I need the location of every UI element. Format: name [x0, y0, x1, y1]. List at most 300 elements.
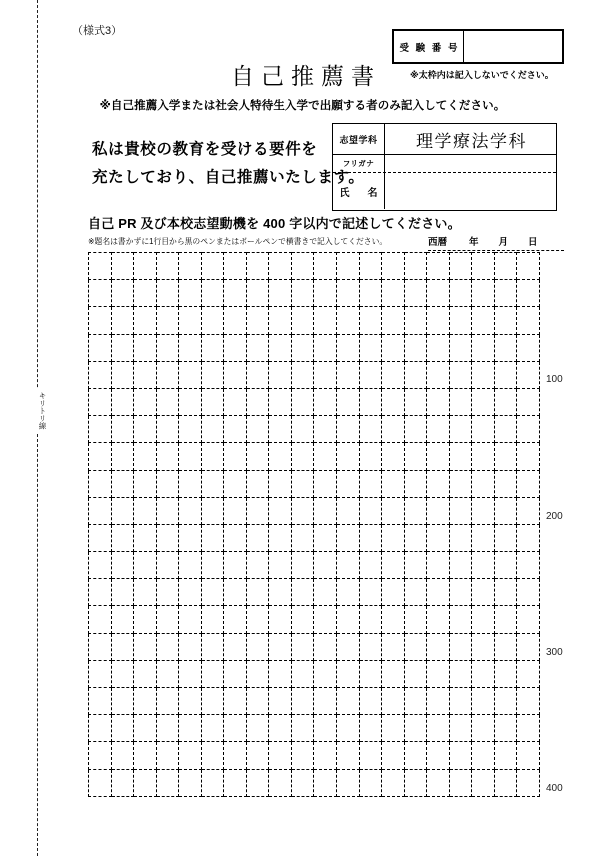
grid-cell[interactable]: [494, 633, 517, 660]
grid-cell[interactable]: [359, 524, 382, 551]
grid-cell[interactable]: [427, 416, 450, 443]
grid-cell[interactable]: [359, 334, 382, 361]
grid-cell[interactable]: [472, 715, 495, 742]
grid-cell[interactable]: [246, 470, 269, 497]
grid-cell[interactable]: [382, 552, 405, 579]
grid-cell[interactable]: [291, 579, 314, 606]
name-field[interactable]: [385, 173, 556, 209]
grid-cell[interactable]: [517, 715, 540, 742]
grid-cell[interactable]: [89, 688, 112, 715]
grid-cell[interactable]: [269, 361, 292, 388]
grid-cell[interactable]: [246, 361, 269, 388]
grid-cell[interactable]: [134, 524, 157, 551]
grid-cell[interactable]: [337, 769, 360, 796]
grid-cell[interactable]: [246, 579, 269, 606]
grid-cell[interactable]: [111, 253, 134, 280]
grid-cell[interactable]: [449, 443, 472, 470]
grid-cell[interactable]: [89, 606, 112, 633]
grid-cell[interactable]: [404, 660, 427, 687]
grid-cell[interactable]: [472, 579, 495, 606]
grid-cell[interactable]: [449, 497, 472, 524]
grid-cell[interactable]: [494, 497, 517, 524]
grid-cell[interactable]: [337, 606, 360, 633]
grid-cell[interactable]: [404, 307, 427, 334]
grid-cell[interactable]: [224, 416, 247, 443]
grid-cell[interactable]: [269, 307, 292, 334]
grid-cell[interactable]: [382, 715, 405, 742]
grid-cell[interactable]: [359, 443, 382, 470]
grid-cell[interactable]: [224, 769, 247, 796]
grid-cell[interactable]: [404, 524, 427, 551]
grid-cell[interactable]: [449, 606, 472, 633]
grid-cell[interactable]: [156, 769, 179, 796]
grid-cell[interactable]: [201, 497, 224, 524]
grid-cell[interactable]: [427, 606, 450, 633]
grid-cell[interactable]: [314, 307, 337, 334]
grid-cell[interactable]: [427, 361, 450, 388]
grid-cell[interactable]: [89, 253, 112, 280]
grid-cell[interactable]: [156, 253, 179, 280]
grid-cell[interactable]: [337, 715, 360, 742]
grid-cell[interactable]: [269, 280, 292, 307]
grid-cell[interactable]: [269, 497, 292, 524]
grid-cell[interactable]: [269, 633, 292, 660]
grid-cell[interactable]: [156, 280, 179, 307]
grid-cell[interactable]: [404, 253, 427, 280]
grid-cell[interactable]: [224, 388, 247, 415]
grid-cell[interactable]: [201, 280, 224, 307]
grid-cell[interactable]: [111, 280, 134, 307]
grid-cell[interactable]: [156, 552, 179, 579]
grid-cell[interactable]: [314, 388, 337, 415]
grid-cell[interactable]: [337, 443, 360, 470]
grid-cell[interactable]: [449, 524, 472, 551]
grid-cell[interactable]: [359, 361, 382, 388]
grid-cell[interactable]: [494, 253, 517, 280]
grid-cell[interactable]: [337, 307, 360, 334]
grid-cell[interactable]: [494, 688, 517, 715]
grid-cell[interactable]: [201, 524, 224, 551]
grid-cell[interactable]: [269, 388, 292, 415]
grid-cell[interactable]: [382, 361, 405, 388]
grid-cell[interactable]: [449, 361, 472, 388]
grid-cell[interactable]: [111, 470, 134, 497]
grid-cell[interactable]: [224, 552, 247, 579]
grid-cell[interactable]: [494, 715, 517, 742]
grid-cell[interactable]: [156, 443, 179, 470]
grid-cell[interactable]: [449, 579, 472, 606]
grid-cell[interactable]: [359, 552, 382, 579]
grid-cell[interactable]: [337, 633, 360, 660]
grid-cell[interactable]: [449, 688, 472, 715]
grid-cell[interactable]: [89, 633, 112, 660]
grid-cell[interactable]: [179, 742, 202, 769]
grid-cell[interactable]: [246, 443, 269, 470]
grid-cell[interactable]: [427, 253, 450, 280]
grid-cell[interactable]: [314, 334, 337, 361]
grid-cell[interactable]: [314, 742, 337, 769]
grid-cell[interactable]: [179, 443, 202, 470]
grid-cell[interactable]: [359, 660, 382, 687]
grid-cell[interactable]: [472, 334, 495, 361]
grid-cell[interactable]: [472, 253, 495, 280]
grid-cell[interactable]: [449, 552, 472, 579]
grid-cell[interactable]: [201, 470, 224, 497]
grid-cell[interactable]: [201, 443, 224, 470]
grid-cell[interactable]: [517, 660, 540, 687]
grid-cell[interactable]: [472, 443, 495, 470]
grid-cell[interactable]: [359, 688, 382, 715]
grid-cell[interactable]: [382, 633, 405, 660]
grid-cell[interactable]: [179, 552, 202, 579]
grid-cell[interactable]: [359, 715, 382, 742]
grid-cell[interactable]: [472, 280, 495, 307]
grid-cell[interactable]: [246, 633, 269, 660]
grid-cell[interactable]: [359, 307, 382, 334]
grid-cell[interactable]: [134, 416, 157, 443]
grid-cell[interactable]: [201, 688, 224, 715]
grid-cell[interactable]: [427, 524, 450, 551]
grid-cell[interactable]: [449, 769, 472, 796]
grid-cell[interactable]: [291, 769, 314, 796]
grid-cell[interactable]: [89, 715, 112, 742]
grid-cell[interactable]: [89, 307, 112, 334]
grid-cell[interactable]: [291, 552, 314, 579]
grid-cell[interactable]: [269, 660, 292, 687]
grid-cell[interactable]: [472, 688, 495, 715]
grid-cell[interactable]: [291, 307, 314, 334]
furigana-field[interactable]: [385, 155, 556, 172]
grid-cell[interactable]: [449, 660, 472, 687]
grid-cell[interactable]: [269, 742, 292, 769]
grid-cell[interactable]: [291, 688, 314, 715]
grid-cell[interactable]: [517, 633, 540, 660]
grid-cell[interactable]: [494, 769, 517, 796]
grid-cell[interactable]: [472, 470, 495, 497]
grid-cell[interactable]: [201, 606, 224, 633]
grid-cell[interactable]: [517, 524, 540, 551]
grid-cell[interactable]: [359, 388, 382, 415]
grid-cell[interactable]: [179, 280, 202, 307]
grid-cell[interactable]: [224, 606, 247, 633]
grid-cell[interactable]: [494, 361, 517, 388]
grid-cell[interactable]: [224, 361, 247, 388]
grid-cell[interactable]: [89, 579, 112, 606]
grid-cell[interactable]: [314, 769, 337, 796]
grid-cell[interactable]: [494, 307, 517, 334]
grid-cell[interactable]: [269, 334, 292, 361]
grid-cell[interactable]: [359, 470, 382, 497]
grid-cell[interactable]: [291, 497, 314, 524]
grid-cell[interactable]: [337, 334, 360, 361]
grid-cell[interactable]: [269, 552, 292, 579]
grid-cell[interactable]: [201, 253, 224, 280]
grid-cell[interactable]: [179, 416, 202, 443]
grid-cell[interactable]: [246, 552, 269, 579]
grid-cell[interactable]: [201, 307, 224, 334]
grid-cell[interactable]: [337, 470, 360, 497]
grid-cell[interactable]: [134, 715, 157, 742]
grid-cell[interactable]: [179, 388, 202, 415]
grid-cell[interactable]: [134, 606, 157, 633]
grid-cell[interactable]: [89, 443, 112, 470]
grid-cell[interactable]: [337, 416, 360, 443]
grid-cell[interactable]: [427, 443, 450, 470]
grid-cell[interactable]: [382, 742, 405, 769]
grid-cell[interactable]: [472, 497, 495, 524]
grid-cell[interactable]: [472, 361, 495, 388]
grid-cell[interactable]: [89, 524, 112, 551]
grid-cell[interactable]: [337, 660, 360, 687]
manuscript-grid[interactable]: [88, 252, 540, 797]
grid-cell[interactable]: [427, 742, 450, 769]
grid-cell[interactable]: [314, 416, 337, 443]
grid-cell[interactable]: [201, 742, 224, 769]
grid-cell[interactable]: [156, 361, 179, 388]
grid-cell[interactable]: [134, 280, 157, 307]
grid-cell[interactable]: [449, 416, 472, 443]
grid-cell[interactable]: [111, 660, 134, 687]
grid-cell[interactable]: [89, 334, 112, 361]
grid-cell[interactable]: [179, 361, 202, 388]
grid-cell[interactable]: [449, 280, 472, 307]
grid-cell[interactable]: [314, 688, 337, 715]
grid-cell[interactable]: [494, 470, 517, 497]
grid-cell[interactable]: [517, 443, 540, 470]
grid-cell[interactable]: [224, 715, 247, 742]
grid-cell[interactable]: [179, 497, 202, 524]
grid-cell[interactable]: [156, 579, 179, 606]
grid-cell[interactable]: [246, 660, 269, 687]
grid-cell[interactable]: [404, 388, 427, 415]
grid-cell[interactable]: [134, 470, 157, 497]
grid-cell[interactable]: [382, 606, 405, 633]
grid-cell[interactable]: [111, 361, 134, 388]
grid-cell[interactable]: [382, 307, 405, 334]
grid-cell[interactable]: [427, 334, 450, 361]
grid-cell[interactable]: [134, 253, 157, 280]
grid-cell[interactable]: [291, 361, 314, 388]
grid-cell[interactable]: [382, 769, 405, 796]
grid-cell[interactable]: [382, 443, 405, 470]
grid-cell[interactable]: [517, 497, 540, 524]
grid-cell[interactable]: [179, 253, 202, 280]
grid-cell[interactable]: [269, 416, 292, 443]
grid-cell[interactable]: [111, 688, 134, 715]
grid-cell[interactable]: [382, 579, 405, 606]
grid-cell[interactable]: [404, 443, 427, 470]
grid-cell[interactable]: [337, 688, 360, 715]
grid-cell[interactable]: [156, 606, 179, 633]
grid-cell[interactable]: [449, 470, 472, 497]
grid-cell[interactable]: [224, 334, 247, 361]
grid-cell[interactable]: [382, 388, 405, 415]
grid-cell[interactable]: [494, 388, 517, 415]
grid-cell[interactable]: [449, 715, 472, 742]
grid-cell[interactable]: [179, 660, 202, 687]
grid-cell[interactable]: [382, 253, 405, 280]
grid-cell[interactable]: [134, 334, 157, 361]
grid-cell[interactable]: [449, 633, 472, 660]
grid-cell[interactable]: [427, 633, 450, 660]
grid-cell[interactable]: [427, 307, 450, 334]
grid-cell[interactable]: [179, 769, 202, 796]
grid-cell[interactable]: [201, 715, 224, 742]
grid-cell[interactable]: [517, 280, 540, 307]
grid-cell[interactable]: [472, 633, 495, 660]
grid-cell[interactable]: [156, 688, 179, 715]
grid-cell[interactable]: [404, 280, 427, 307]
grid-cell[interactable]: [427, 769, 450, 796]
grid-cell[interactable]: [111, 769, 134, 796]
grid-cell[interactable]: [337, 361, 360, 388]
grid-cell[interactable]: [269, 253, 292, 280]
grid-cell[interactable]: [427, 715, 450, 742]
grid-cell[interactable]: [494, 416, 517, 443]
grid-cell[interactable]: [359, 253, 382, 280]
grid-cell[interactable]: [111, 388, 134, 415]
grid-cell[interactable]: [449, 253, 472, 280]
grid-cell[interactable]: [291, 660, 314, 687]
grid-cell[interactable]: [382, 497, 405, 524]
grid-cell[interactable]: [517, 334, 540, 361]
grid-cell[interactable]: [404, 688, 427, 715]
grid-cell[interactable]: [201, 633, 224, 660]
grid-cell[interactable]: [179, 715, 202, 742]
grid-cell[interactable]: [404, 497, 427, 524]
grid-cell[interactable]: [472, 307, 495, 334]
grid-cell[interactable]: [359, 769, 382, 796]
grid-cell[interactable]: [179, 633, 202, 660]
grid-cell[interactable]: [89, 388, 112, 415]
grid-cell[interactable]: [494, 280, 517, 307]
grid-cell[interactable]: [111, 524, 134, 551]
grid-cell[interactable]: [269, 715, 292, 742]
grid-cell[interactable]: [472, 606, 495, 633]
grid-cell[interactable]: [494, 606, 517, 633]
grid-cell[interactable]: [111, 579, 134, 606]
grid-cell[interactable]: [427, 660, 450, 687]
grid-cell[interactable]: [517, 416, 540, 443]
grid-cell[interactable]: [291, 443, 314, 470]
grid-cell[interactable]: [179, 606, 202, 633]
grid-cell[interactable]: [156, 715, 179, 742]
grid-cell[interactable]: [156, 524, 179, 551]
grid-cell[interactable]: [494, 552, 517, 579]
grid-cell[interactable]: [179, 524, 202, 551]
grid-cell[interactable]: [201, 416, 224, 443]
grid-cell[interactable]: [359, 606, 382, 633]
grid-cell[interactable]: [517, 361, 540, 388]
grid-cell[interactable]: [449, 388, 472, 415]
grid-cell[interactable]: [179, 334, 202, 361]
grid-cell[interactable]: [382, 334, 405, 361]
grid-cell[interactable]: [156, 742, 179, 769]
grid-cell[interactable]: [156, 497, 179, 524]
grid-cell[interactable]: [291, 715, 314, 742]
grid-cell[interactable]: [111, 416, 134, 443]
grid-cell[interactable]: [494, 524, 517, 551]
grid-cell[interactable]: [427, 388, 450, 415]
grid-cell[interactable]: [246, 253, 269, 280]
grid-cell[interactable]: [337, 579, 360, 606]
grid-cell[interactable]: [427, 280, 450, 307]
grid-cell[interactable]: [246, 280, 269, 307]
grid-cell[interactable]: [179, 579, 202, 606]
grid-cell[interactable]: [89, 416, 112, 443]
grid-cell[interactable]: [224, 688, 247, 715]
grid-cell[interactable]: [134, 660, 157, 687]
grid-cell[interactable]: [449, 307, 472, 334]
grid-cell[interactable]: [201, 361, 224, 388]
grid-cell[interactable]: [314, 715, 337, 742]
grid-cell[interactable]: [246, 742, 269, 769]
grid-cell[interactable]: [134, 307, 157, 334]
grid-cell[interactable]: [201, 552, 224, 579]
grid-cell[interactable]: [134, 443, 157, 470]
grid-cell[interactable]: [427, 552, 450, 579]
grid-cell[interactable]: [494, 334, 517, 361]
grid-cell[interactable]: [111, 552, 134, 579]
grid-cell[interactable]: [156, 416, 179, 443]
grid-cell[interactable]: [224, 470, 247, 497]
grid-cell[interactable]: [359, 579, 382, 606]
grid-cell[interactable]: [201, 579, 224, 606]
grid-cell[interactable]: [427, 497, 450, 524]
grid-cell[interactable]: [517, 388, 540, 415]
grid-cell[interactable]: [246, 688, 269, 715]
grid-cell[interactable]: [314, 253, 337, 280]
grid-cell[interactable]: [382, 416, 405, 443]
grid-cell[interactable]: [134, 388, 157, 415]
grid-cell[interactable]: [269, 688, 292, 715]
grid-cell[interactable]: [111, 443, 134, 470]
grid-cell[interactable]: [156, 660, 179, 687]
grid-cell[interactable]: [134, 688, 157, 715]
grid-cell[interactable]: [89, 497, 112, 524]
grid-cell[interactable]: [472, 742, 495, 769]
grid-cell[interactable]: [404, 769, 427, 796]
grid-cell[interactable]: [134, 497, 157, 524]
grid-cell[interactable]: [404, 334, 427, 361]
grid-cell[interactable]: [201, 769, 224, 796]
grid-cell[interactable]: [134, 742, 157, 769]
grid-cell[interactable]: [156, 470, 179, 497]
grid-cell[interactable]: [517, 742, 540, 769]
grid-cell[interactable]: [291, 388, 314, 415]
grid-cell[interactable]: [89, 769, 112, 796]
grid-cell[interactable]: [224, 253, 247, 280]
grid-cell[interactable]: [89, 470, 112, 497]
grid-cell[interactable]: [111, 334, 134, 361]
grid-cell[interactable]: [314, 579, 337, 606]
grid-cell[interactable]: [404, 715, 427, 742]
grid-cell[interactable]: [449, 334, 472, 361]
grid-cell[interactable]: [111, 497, 134, 524]
grid-cell[interactable]: [382, 280, 405, 307]
grid-cell[interactable]: [427, 470, 450, 497]
grid-cell[interactable]: [201, 388, 224, 415]
grid-cell[interactable]: [404, 470, 427, 497]
grid-cell[interactable]: [314, 660, 337, 687]
grid-cell[interactable]: [224, 307, 247, 334]
grid-cell[interactable]: [224, 742, 247, 769]
grid-cell[interactable]: [337, 742, 360, 769]
grid-cell[interactable]: [111, 307, 134, 334]
grid-cell[interactable]: [517, 688, 540, 715]
grid-cell[interactable]: [382, 524, 405, 551]
grid-cell[interactable]: [89, 280, 112, 307]
